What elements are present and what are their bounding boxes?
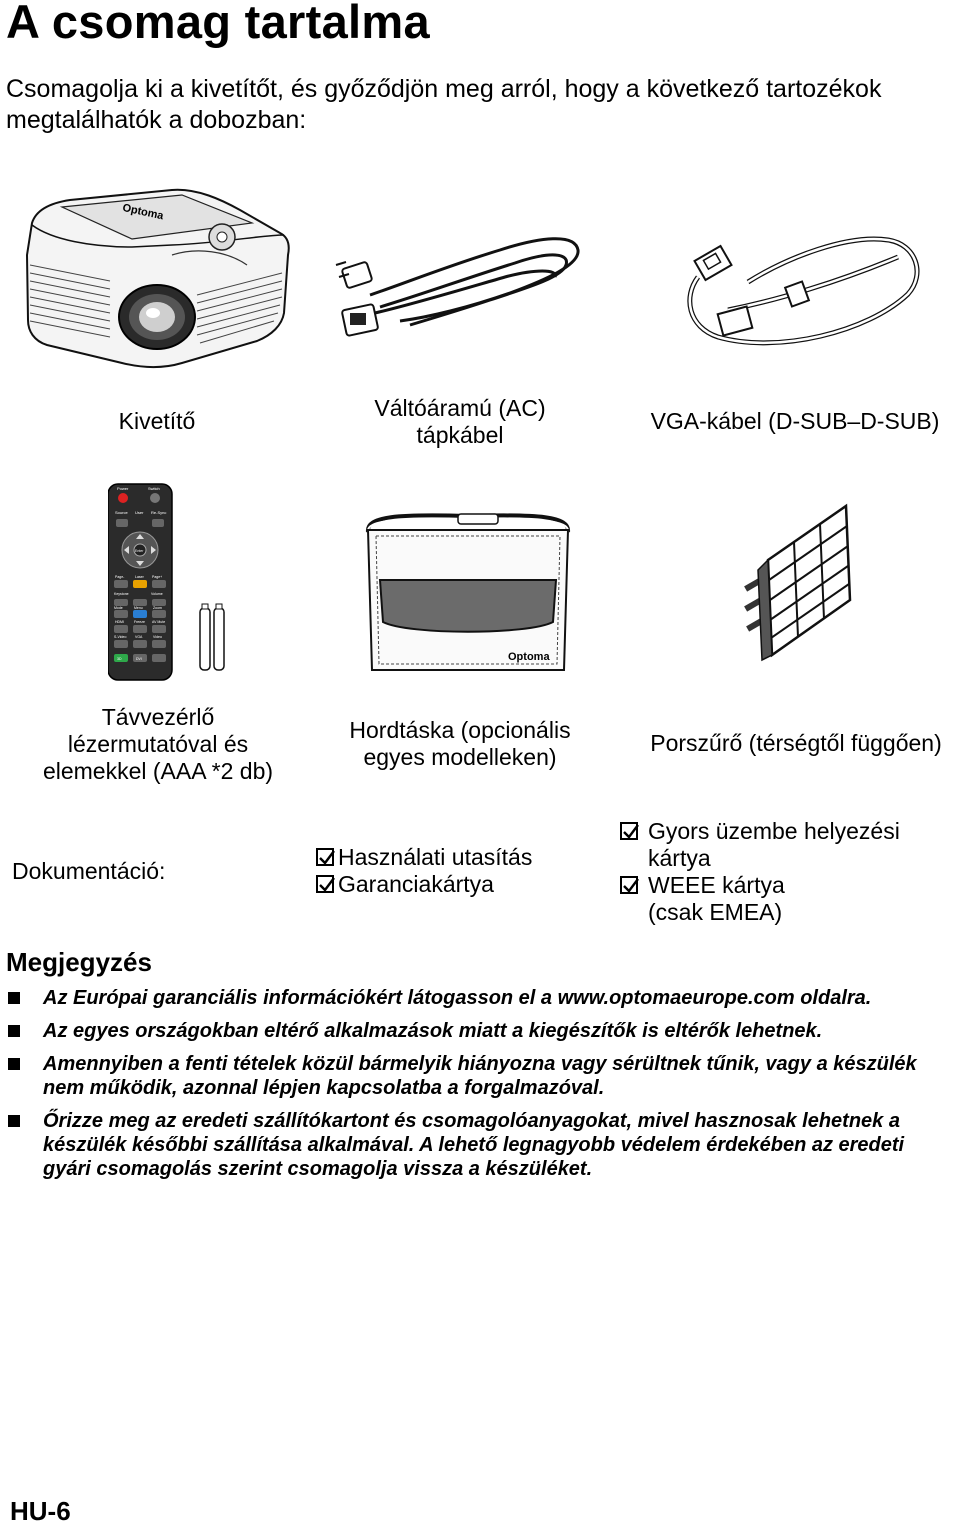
svg-text:Keystone: Keystone — [114, 592, 129, 596]
svg-text:DVI: DVI — [136, 657, 142, 661]
caption-remote: Távvezérlő lézermutatóval és elemekkel (AAA *2 db) — [42, 704, 274, 784]
svg-text:AV Mute: AV Mute — [152, 620, 166, 624]
doc-item-manual: Használati utasítás — [316, 844, 532, 871]
projector-illustration — [22, 185, 294, 370]
checkbox-checked-icon — [316, 875, 334, 893]
svg-text:Video: Video — [153, 635, 162, 639]
svg-text:Mode: Mode — [114, 606, 123, 610]
carrying-bag-illustration — [358, 510, 578, 680]
svg-text:Freeze: Freeze — [134, 620, 145, 624]
svg-text:HDMI: HDMI — [115, 620, 124, 624]
note-item: Az egyes országokban eltérő alkalmazások miatt a kiegészítők is eltérők lehetnek. — [6, 1019, 954, 1043]
svg-text:Page-: Page- — [115, 575, 125, 579]
svg-text:Volume: Volume — [151, 592, 163, 596]
page-number: HU-6 — [10, 1496, 71, 1526]
projector-brand: Optoma — [121, 201, 165, 223]
svg-text:Re-Sync: Re-Sync — [151, 510, 167, 515]
checkbox-checked-icon — [620, 876, 638, 894]
documentation-label: Dokumentáció: — [12, 858, 166, 884]
power-cord-illustration — [330, 225, 590, 355]
doc-item-quick-start: Gyors üzembe helyezési kártya — [620, 818, 900, 872]
remote-illustration — [108, 482, 230, 682]
caption-vga-cable: VGA-kábel (D-SUB–D-SUB) — [650, 408, 940, 434]
caption-carrying-bag: Hordtáska (opcionális egyes modelleken) — [349, 717, 571, 770]
bag-brand: Optoma — [508, 651, 550, 663]
square-bullet-icon — [8, 1115, 20, 1127]
caption-power-cord: Váltóáramú (AC) tápkábel — [374, 395, 546, 448]
svg-text:VGA: VGA — [135, 635, 143, 639]
svg-text:Laser: Laser — [135, 575, 144, 579]
svg-text:3D: 3D — [117, 657, 122, 661]
svg-text:Menu: Menu — [134, 606, 143, 610]
svg-text:Enter: Enter — [135, 549, 144, 553]
doc-item-warranty: Garanciakártya — [316, 871, 532, 898]
documentation-col1 — [316, 844, 532, 898]
note-item: Amennyiben a fenti tételek közül bármelyik hiányozna vagy sérültnek tűnik, vagy a készülék nem működik, azonnal lépjen kapcsolatba a forgalmazóval. — [6, 1052, 954, 1100]
note-list — [6, 986, 954, 1190]
svg-text:Source: Source — [115, 510, 128, 515]
note-title: Megjegyzés — [6, 947, 152, 977]
checkbox-checked-icon — [316, 848, 334, 866]
svg-text:User: User — [135, 510, 144, 515]
dust-filter-illustration — [738, 500, 858, 665]
svg-text:S-Video: S-Video — [114, 635, 127, 639]
page-title: A csomag tartalma — [6, 0, 430, 48]
note-item: Őrizze meg az eredeti szállítókartont és csomagolóanyagokat, mivel hasznosak lehetnek a készülék későbbi szállítása alkalmával. A lehető legnagyobb védelem érdekében az eredeti gyári csomagolás szerint csomagolja vissza a készüléket. — [6, 1109, 954, 1181]
square-bullet-icon — [8, 1025, 20, 1037]
caption-dust-filter: Porszűrő (térségtől függően) — [650, 730, 942, 756]
doc-item-weee: WEEE kártya (csak EMEA) — [620, 872, 900, 926]
square-bullet-icon — [8, 1058, 20, 1070]
checkbox-checked-icon — [620, 822, 638, 840]
svg-text:Power: Power — [117, 486, 129, 491]
note-item: Az Európai garanciális információkért látogasson el a www.optomaeurope.com oldalra. — [6, 986, 954, 1010]
vga-cable-illustration — [668, 222, 928, 362]
square-bullet-icon — [8, 992, 20, 1004]
documentation-col2 — [620, 818, 900, 926]
svg-text:Zoom: Zoom — [153, 606, 162, 610]
svg-text:Page+: Page+ — [152, 575, 163, 579]
caption-projector: Kivetítő — [118, 408, 196, 434]
intro-text: Csomagolja ki a kivetítőt, és győződjön meg arról, hogy a következő tartozékok megtalálhatók a dobozban: — [6, 75, 882, 134]
svg-text:Switch: Switch — [148, 486, 160, 491]
